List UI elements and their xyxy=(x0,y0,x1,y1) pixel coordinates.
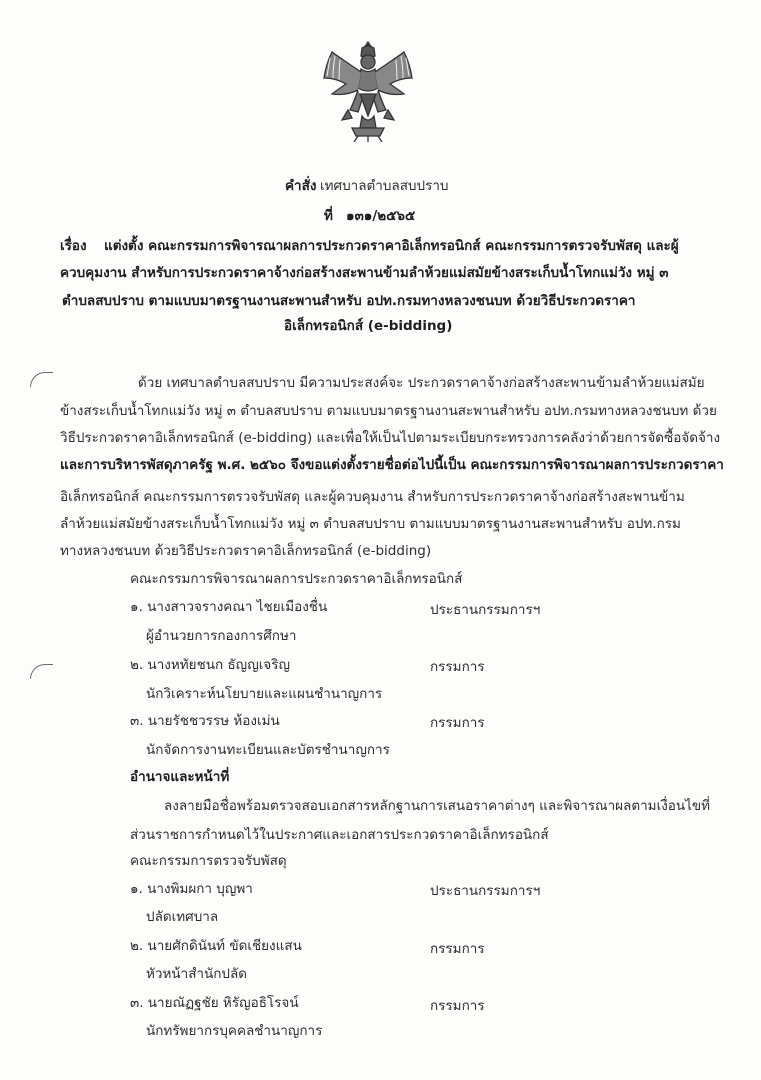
committee1-member2-position: นักวิเคราะห์นโยบายและแผนชำนาญการ xyxy=(146,686,383,702)
garuda-emblem-icon xyxy=(318,38,418,142)
committee1-member1-position: ผู้อำนวยการกองการศึกษา xyxy=(146,628,297,644)
committee2-member3-role: กรรมการ xyxy=(430,998,485,1014)
org-name: เทศบาลตำบลสบปราบ xyxy=(320,178,449,194)
committee2-member2-name: ๒. นายศักดินันท์ ขัดเชียงแสน xyxy=(130,938,302,954)
duty-line-2: ส่วนราชการกำหนดไว้ในประกาศและเอกสารประกวดราคาอิเล็กทรอนิกส์ xyxy=(130,827,549,843)
committee1-member1-name: ๑. นางสาวจรางคณา ไชยเมืองชื่น xyxy=(130,599,328,615)
committee1-member2-name: ๒. นางหทัยชนก ธัญญเจริญ xyxy=(130,657,290,673)
punch-hole-mark-bottom xyxy=(30,664,53,679)
committee2-member1-role: ประธานกรรมการฯ xyxy=(430,883,541,899)
order-number: ๑๓๑/๒๕๖๕ xyxy=(346,208,416,224)
subject-line-4: อิเล็กทรอนิกส์ (e-bidding) xyxy=(284,318,453,334)
committee2-member2-position: หัวหน้าสำนักปลัด xyxy=(146,966,248,982)
intro-line-4: และการบริหารพัสดุภาครัฐ พ.ศ. ๒๕๖๐ จึงขอแต่งตั้งรายชื่อต่อไปนี้เป็น คณะกรรมการพิจารณาผลการประกวดราคา xyxy=(60,457,724,473)
committee1-member3-role: กรรมการ xyxy=(430,715,485,731)
intro-line-3: วิธีประกวดราคาอิเล็กทรอนิกส์ (e-bidding) และเพื่อให้เป็นไปตามระเบียบกระทรวงการคลังว่าด้วยการจัดซื้อจัดจ้าง xyxy=(60,430,721,446)
committee1-member1-role: ประธานกรรมการฯ xyxy=(430,602,541,618)
intro-line-6: ลำห้วยแม่สมัยข้างสระเก็บน้ำโทกแม่วัง หมู่ ๓ ตำบลสบปราบ ตามแบบมาตรฐานงานสะพานสำหรับ อปท.กรม xyxy=(60,516,681,532)
committee2-member2-role: กรรมการ xyxy=(430,941,485,957)
committee2-member1-position: ปลัดเทศบาล xyxy=(146,909,219,925)
subject-line-1: แต่งตั้ง คณะกรรมการพิจารณาผลการประกวดราคาอิเล็กทรอนิกส์ คณะกรรมการตรวจรับพัสดุ และผู้ xyxy=(104,238,679,254)
committee2-member3-position: นักทรัพยากรบุคคลชำนาญการ xyxy=(146,1023,323,1039)
subject-line-3: ตำบลสบปราบ ตามแบบมาตรฐานงานสะพานสำหรับ อปท.กรมทางหลวงชนบท ด้วยวิธีประกวดราคา xyxy=(62,293,636,309)
punch-hole-mark-top xyxy=(30,372,53,387)
committee1-title: คณะกรรมการพิจารณาผลการประกวดราคาอิเล็กทรอนิกส์ xyxy=(130,571,463,587)
duty-heading: อำนาจและหน้าที่ xyxy=(130,769,230,785)
duty-line-1: ลงลายมือชื่อพร้อมตรวจสอบเอกสารหลักฐานการเสนอราคาต่างๆ และพิจารณาผลตามเงื่อนไขที่ xyxy=(164,798,711,814)
intro-line-7: ทางหลวงชนบท ด้วยวิธีประกวดราคาอิเล็กทรอนิกส์ (e-bidding) xyxy=(60,543,432,559)
intro-line-1: ด้วย เทศบาลตำบลสบปราบ มีความประสงค์จะ ประกวดราคาจ้างก่อสร้างสะพานข้ามลำห้วยแม่สมัย xyxy=(138,375,705,391)
subject-label: เรื่อง xyxy=(60,238,87,254)
order-label: คำสั่ง xyxy=(285,178,317,194)
intro-line-5: อิเล็กทรอนิกส์ คณะกรรมการตรวจรับพัสดุ และผู้ควบคุมงาน สำหรับการประกวดราคาจ้างก่อสร้างสะพานข้าม xyxy=(60,489,685,505)
subject-line-2: ควบคุมงาน สำหรับการประกวดราคาจ้างก่อสร้างสะพานข้ามลำห้วยแม่สมัยข้างสระเก็บน้ำโทกแม่วัง หมู่ ๓ xyxy=(60,265,669,281)
number-label: ที่ xyxy=(324,208,333,224)
committee1-member3-name: ๓. นายรัชชวรรษ ห้องเม่น xyxy=(130,713,280,729)
committee1-member2-role: กรรมการ xyxy=(430,659,485,675)
committee2-member1-name: ๑. นางพิมผกา บุญพา xyxy=(130,881,253,897)
committee1-member3-position: นักจัดการงานทะเบียนและบัตรชำนาญการ xyxy=(146,742,390,758)
committee2-member3-name: ๓. นายณัฏฐชัย หิรัญอธิโรจน์ xyxy=(130,995,299,1011)
intro-line-2: ข้างสระเก็บน้ำโทกแม่วัง หมู่ ๓ ตำบลสบปราบ ตามแบบมาตรฐานงานสะพานสำหรับ อปท.กรมทางหลวงชนบท ด้วย xyxy=(60,403,717,419)
committee2-title: คณะกรรมการตรวจรับพัสดุ xyxy=(130,853,287,869)
